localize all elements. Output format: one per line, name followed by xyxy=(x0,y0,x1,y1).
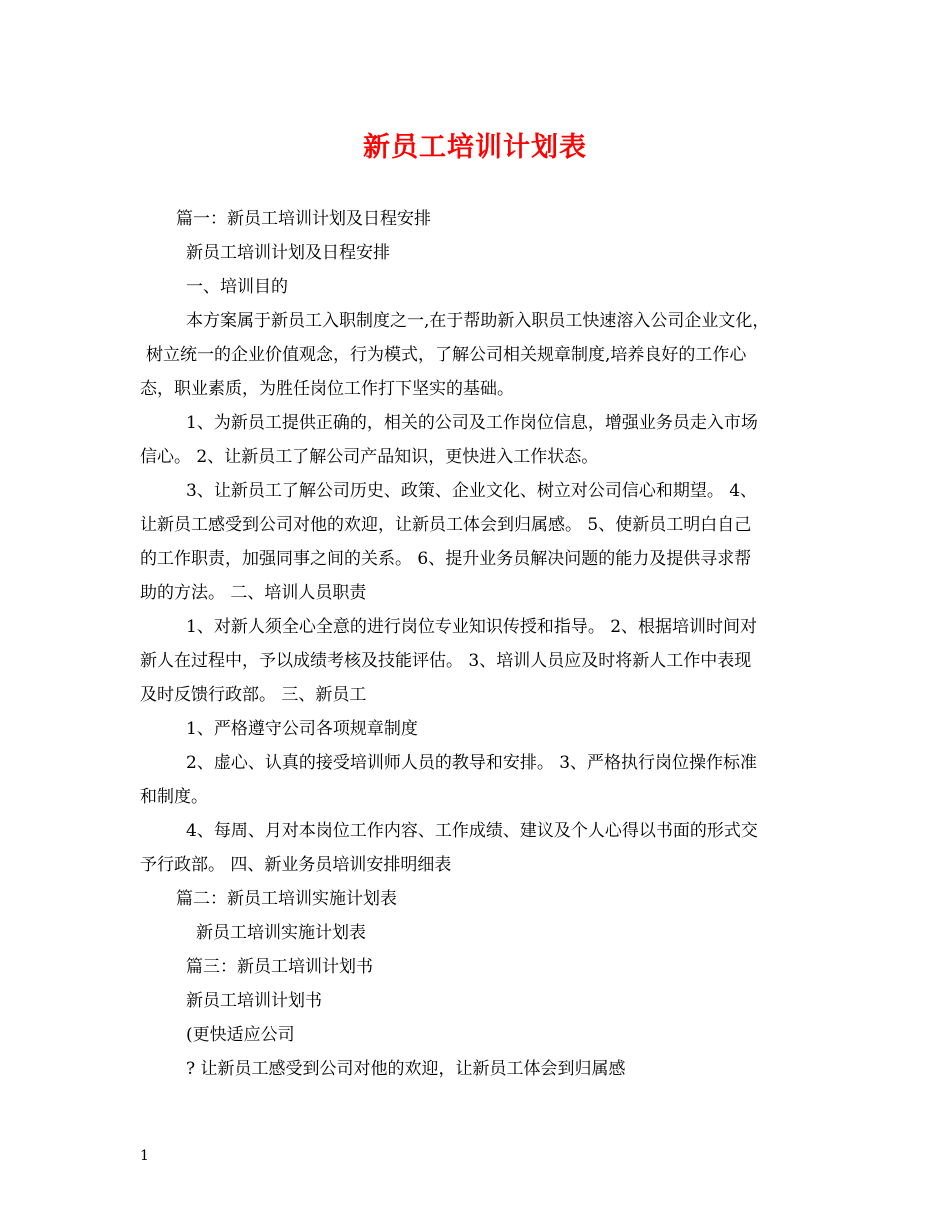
text-line: 2、虚心、认真的接受培训师人员的教导和安排。 3、严格执行岗位操作标准 xyxy=(186,753,758,773)
text-line: 新人在过程中，予以成绩考核及技能评估。 3、培训人员应及时将新人工作中表现 xyxy=(140,651,752,671)
text-line: 态，职业素质，为胜任岗位工作打下坚实的基础。 xyxy=(140,379,514,399)
text-line: 1、严格遵守公司各项规章制度 xyxy=(186,719,418,739)
text-line: 1、为新员工提供正确的，相关的公司及工作岗位信息，增强业务员走入市场 xyxy=(186,413,758,433)
text-line: 1、对新人须全心全意的进行岗位专业知识传授和指导。 2、根据培训时间对 xyxy=(186,617,758,637)
text-line: 及时反馈行政部。 三、新员工 xyxy=(140,685,367,705)
text-line: 新员工培训实施计划表 xyxy=(196,923,366,943)
document-title: 新员工培训计划表 xyxy=(363,132,587,163)
text-line: 新员工培训计划及日程安排 xyxy=(186,243,390,263)
text-line: 篇二：新员工培训实施计划表 xyxy=(176,889,397,909)
text-line: 篇一：新员工培训计划及日程安排 xyxy=(176,209,431,229)
text-line: ? 让新员工感受到公司对他的欢迎，让新员工体会到归属感 xyxy=(186,1059,626,1079)
text-line: 4、每周、月对本岗位工作内容、工作成绩、建议及个人心得以书面的形式交 xyxy=(186,821,758,841)
text-line: 新员工培训计划书 xyxy=(186,991,322,1011)
text-line: 一、培训目的 xyxy=(186,277,288,297)
text-line: 予行政部。 四、新业务员培训安排明细表 xyxy=(140,855,452,875)
page-number: 1 xyxy=(140,1148,149,1164)
text-line: 篇三：新员工培训计划书 xyxy=(186,957,373,977)
text-line: 的工作职责，加强同事之间的关系。 6、提升业务员解决问题的能力及提供寻求帮 xyxy=(140,549,752,569)
text-line: 树立统一的企业价值观念，行为模式，了解公司相关规章制度,培养良好的工作心 xyxy=(146,345,747,365)
text-line: (更快适应公司 xyxy=(186,1025,295,1045)
text-line: 和制度。 xyxy=(140,787,208,807)
text-line: 助的方法。 二、培训人员职责 xyxy=(140,583,367,603)
text-line: 本方案属于新员工入职制度之一,在于帮助新入职员工快速溶入公司企业文化， xyxy=(186,311,770,331)
document-body xyxy=(140,202,820,1086)
text-line: 信心。 2、让新员工了解公司产品知识，更快进入工作状态。 xyxy=(140,447,599,467)
text-line: 让新员工感受到公司对他的欢迎，让新员工体会到归属感。 5、使新员工明白自己 xyxy=(140,515,752,535)
text-line: 3、让新员工了解公司历史、政策、企业文化、树立对公司信心和期望。 4、 xyxy=(186,481,758,501)
